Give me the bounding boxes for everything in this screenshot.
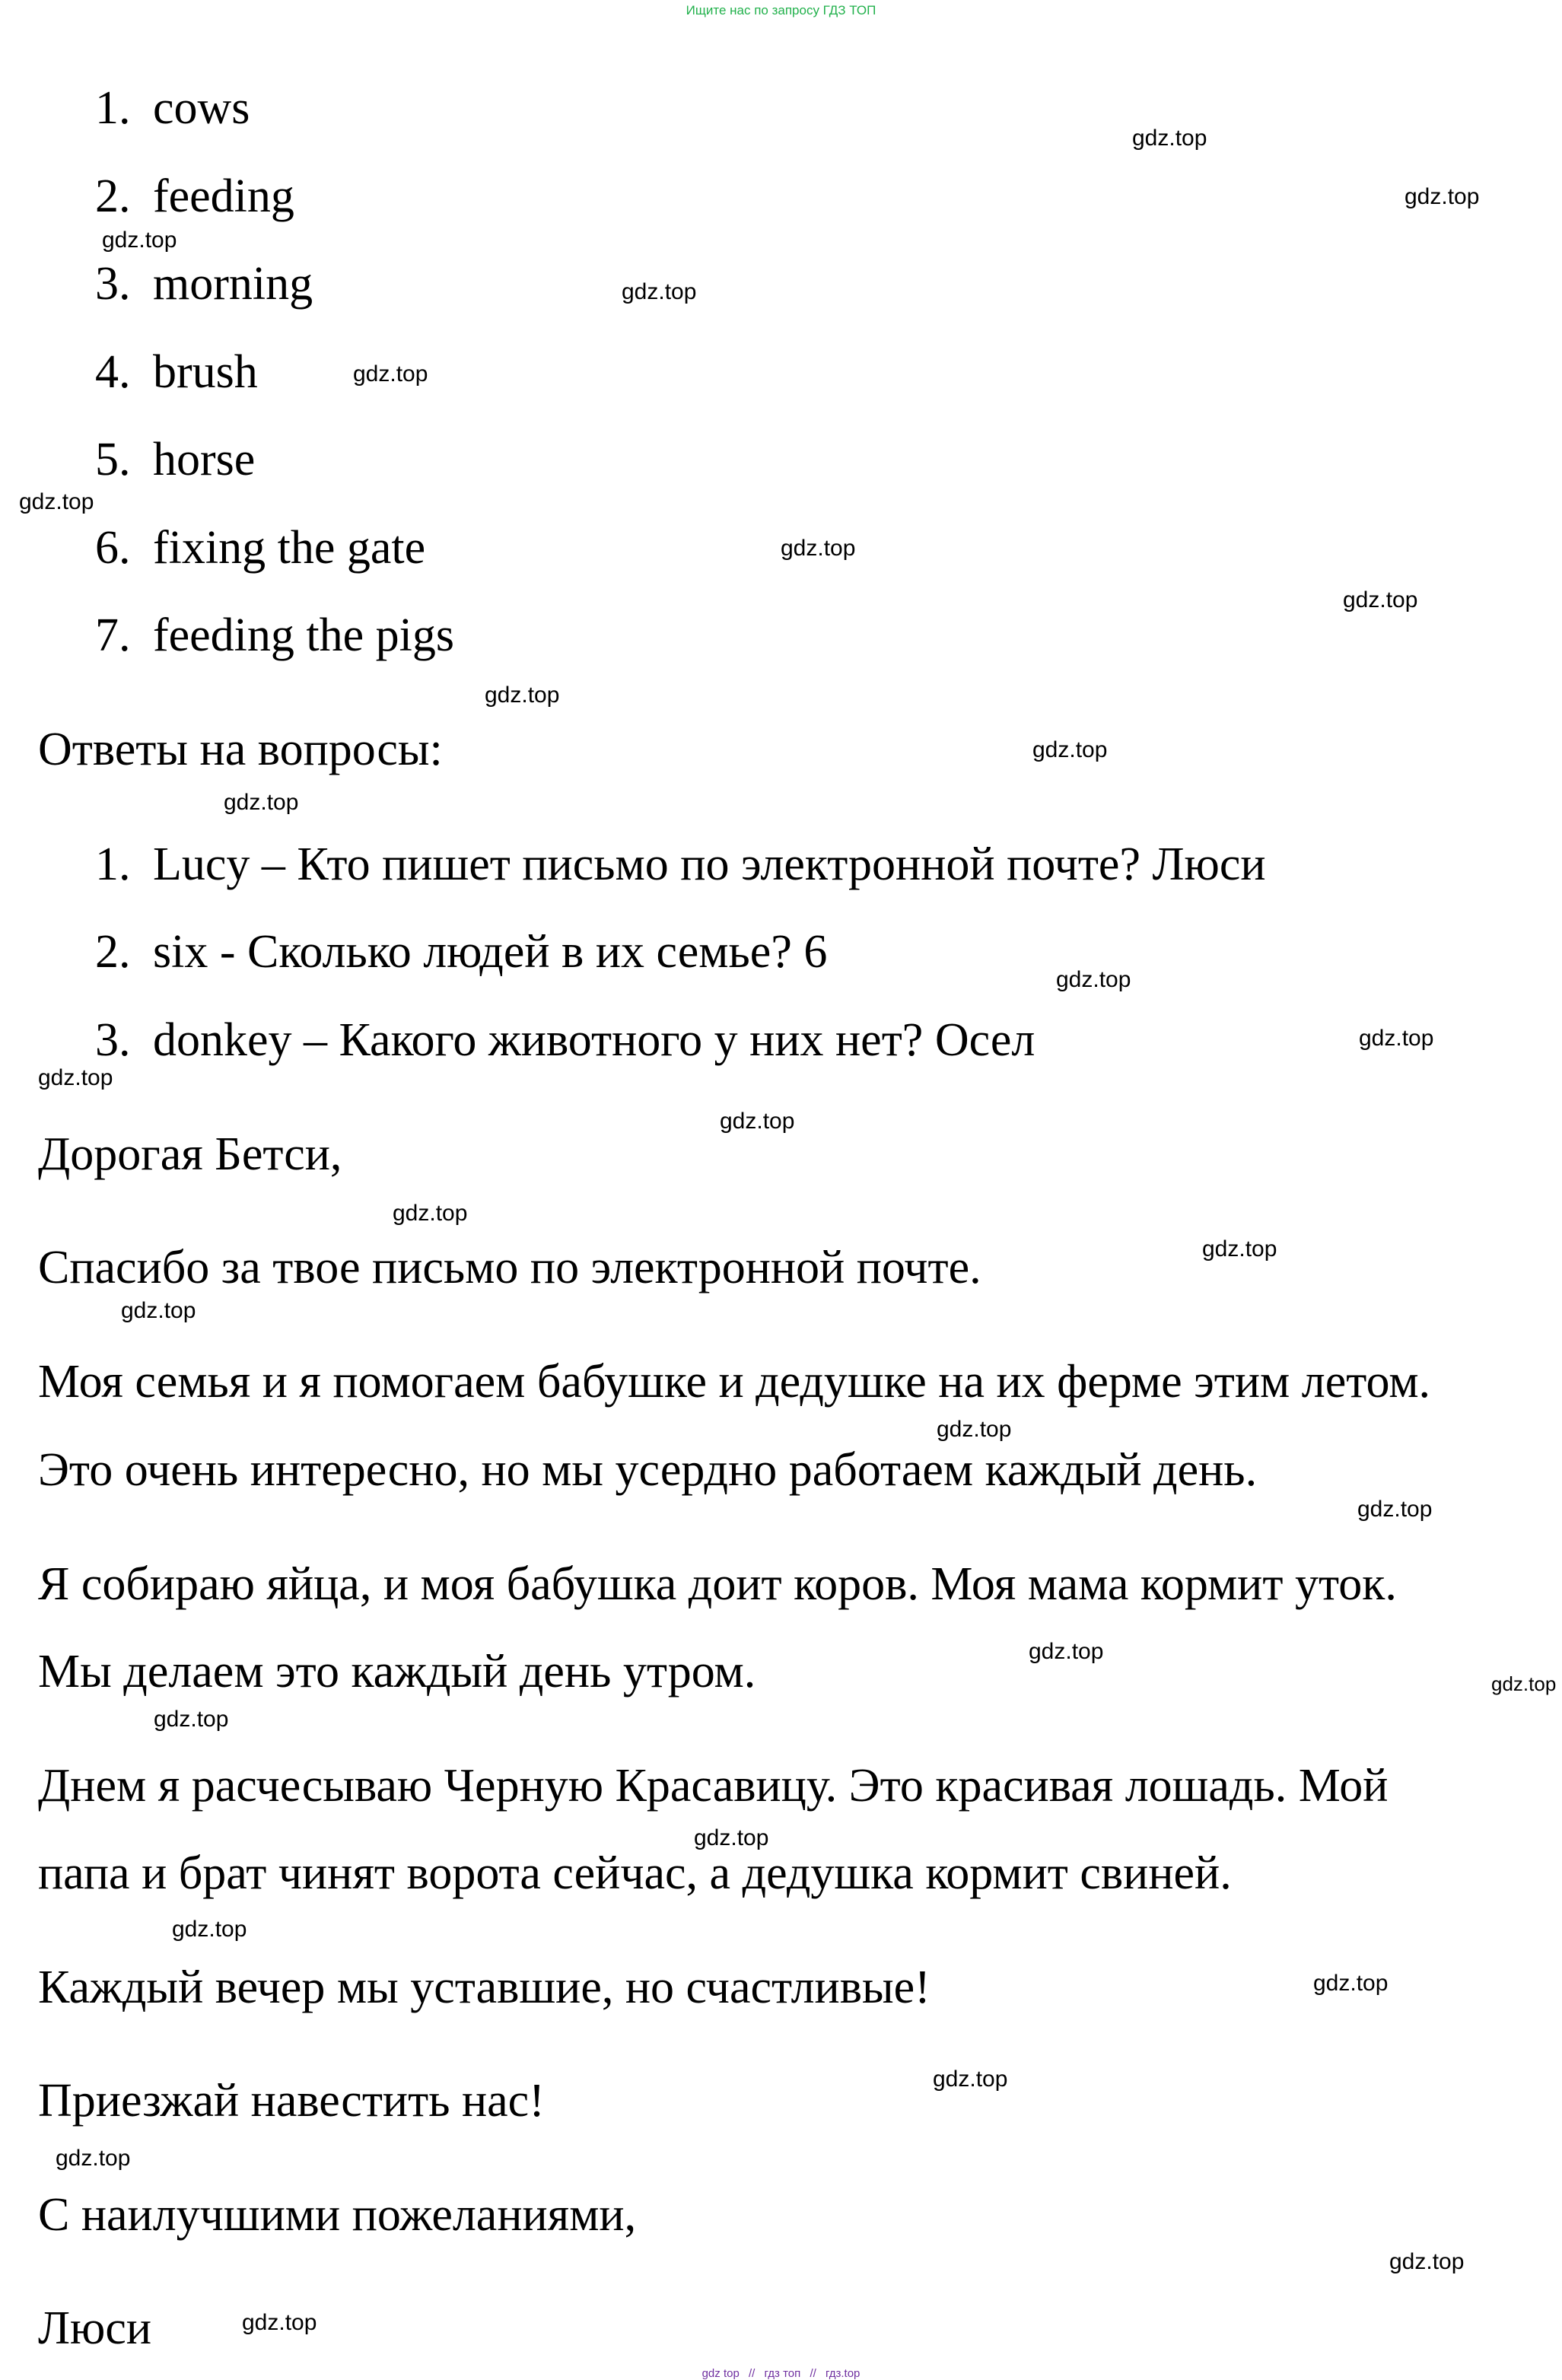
item-text: donkey – Какого животного у них нет? Осел [153, 1014, 1036, 1066]
watermark: gdz.top [485, 682, 560, 708]
watermark: gdz.top [393, 1201, 468, 1226]
letter-line: Я собираю яйца, и моя бабушка доит коров. Моя мама кормит уток. [38, 1558, 1397, 1610]
letter-line: Это очень интересно, но мы усердно работаем каждый день. [38, 1444, 1258, 1496]
question-item [95, 926, 827, 978]
watermark: gdz.top [1359, 1026, 1434, 1051]
item-text: Lucy – Кто пишет письмо по электронной почте? Люси [153, 838, 1266, 890]
list-item [95, 82, 250, 134]
watermark: gdz.top [1056, 967, 1131, 992]
watermark: gdz.top [121, 1298, 196, 1323]
letter-line: Мы делаем это каждый день утром. [38, 1646, 756, 1698]
item-number: 1. [95, 82, 131, 134]
watermark: gdz.top [622, 279, 697, 304]
letter-greeting: Дорогая Бетси, [38, 1128, 342, 1180]
watermark: gdz.top [937, 1417, 1012, 1442]
watermark: gdz.top [1389, 2249, 1465, 2274]
letter-line: Приезжай навестить нас! [38, 2075, 545, 2127]
watermark: gdz.top [242, 2310, 317, 2335]
item-text: feeding [153, 170, 294, 222]
watermark: gdz.top [38, 1065, 113, 1090]
watermark: gdz.top [1202, 1236, 1277, 1262]
list-item [95, 609, 454, 661]
letter-line: Моя семья и я помогаем бабушке и дедушке на их ферме этим летом. [38, 1356, 1431, 1408]
question-item [95, 838, 1266, 890]
item-text: cows [153, 82, 250, 134]
watermark: gdz.top [1032, 737, 1108, 762]
list-item [95, 170, 294, 222]
watermark: gdz.top [1313, 1971, 1389, 1996]
item-number: 2. [95, 926, 131, 978]
footer-separator: // [810, 2367, 816, 2380]
letter-signature: Люси [38, 2302, 152, 2354]
watermark: gdz.top [353, 361, 428, 387]
questions-heading: Ответы на вопросы: [38, 724, 443, 775]
letter-line: Каждый вечер мы уставшие, но счастливые! [38, 1962, 931, 2013]
list-item [95, 346, 258, 398]
item-number: 7. [95, 609, 131, 661]
watermark: gdz.top [1132, 126, 1207, 151]
watermark: gdz.top [1357, 1497, 1433, 1522]
watermark: gdz.top [56, 2146, 131, 2171]
footer-link[interactable]: гдз.top [825, 2367, 861, 2380]
item-number: 5. [95, 434, 131, 485]
footer-link[interactable]: gdz top [701, 2367, 740, 2380]
watermark: gdz.top [720, 1109, 795, 1134]
item-number: 3. [95, 1014, 131, 1066]
letter-line: Спасибо за твое письмо по электронной почте. [38, 1242, 981, 1293]
footer-links [0, 2368, 1562, 2379]
watermark: gdz.top [19, 489, 94, 514]
item-text: horse [153, 434, 256, 485]
item-number: 3. [95, 258, 131, 310]
item-text: feeding the pigs [153, 609, 455, 661]
letter-closing: С наилучшими пожеланиями, [38, 2189, 637, 2241]
item-number: 1. [95, 838, 131, 890]
watermark: gdz.top [694, 1825, 769, 1850]
item-text: morning [153, 258, 313, 310]
top-banner: Ищите нас по запросу ГДЗ ТОП [686, 3, 876, 18]
letter-line: Днем я расчесываю Черную Красавицу. Это красивая лошадь. Мой [38, 1760, 1389, 1812]
watermark: gdz.top [102, 228, 177, 253]
watermark: gdz.top [1029, 1639, 1104, 1664]
list-item [95, 522, 425, 574]
item-text: six - Сколько людей в их семье? 6 [153, 926, 828, 978]
list-item [95, 434, 255, 485]
watermark: gdz.top [154, 1707, 229, 1732]
watermark: gdz.top [1343, 587, 1418, 612]
watermark: gdz.top [172, 1917, 247, 1942]
watermark: gdz.top [224, 790, 299, 815]
item-number: 6. [95, 522, 131, 574]
item-text: brush [153, 346, 258, 398]
watermark: gdz.top [933, 2067, 1008, 2092]
item-number: 4. [95, 346, 131, 398]
item-number: 2. [95, 170, 131, 222]
list-item [95, 258, 313, 310]
item-text: fixing the gate [153, 522, 426, 574]
question-item [95, 1014, 1035, 1066]
footer-link[interactable]: гдз топ [764, 2367, 801, 2380]
letter-line: папа и брат чинят ворота сейчас, а дедушка кормит свиней. [38, 1847, 1232, 1899]
watermark: gdz.top [1405, 184, 1480, 209]
footer-separator: // [748, 2367, 756, 2380]
watermark: gdz.top [1491, 1672, 1557, 1695]
watermark: gdz.top [781, 536, 856, 561]
